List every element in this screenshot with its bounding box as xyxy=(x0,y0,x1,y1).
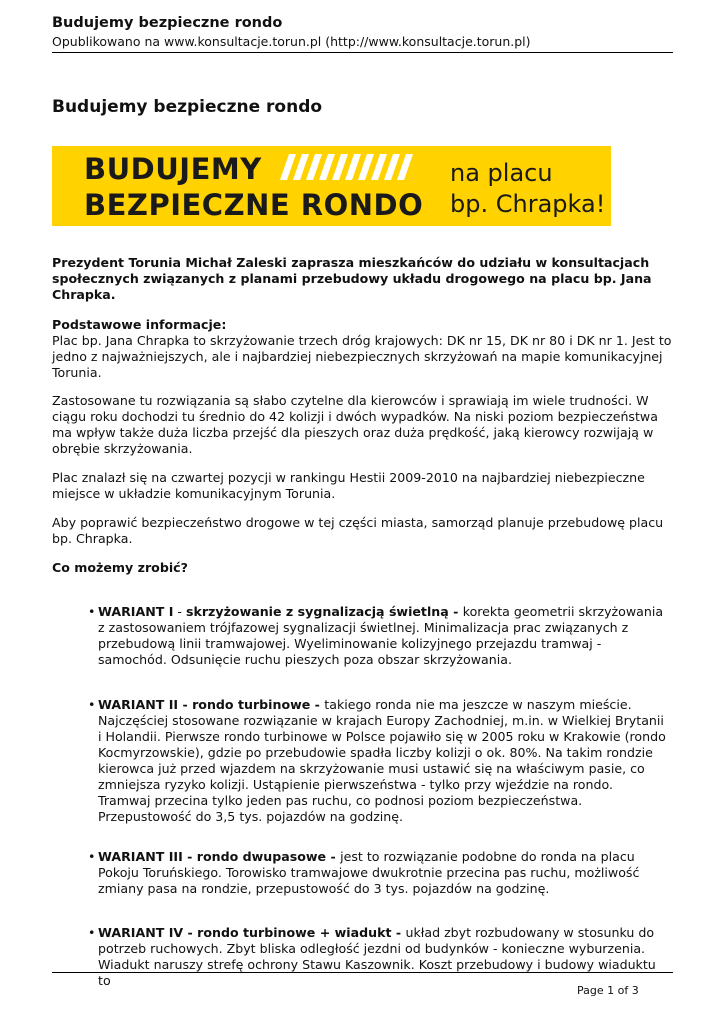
banner-right-2: bp. Chrapka! xyxy=(450,190,606,218)
variant-text: układ zbyt rozbudowany w stosunku do potrzeb ruchowych. Zbyt bliska odległość jezdni od budynków - konieczne wyburzenia. Wiadukt naruszy strefę ochrony Stawu Kaszownik. Koszt przebudowy i budowy wiaduktu to xyxy=(98,925,656,988)
paragraph-2: Zastosowane tu rozwiązania są słabo czytelne dla kierowców i sprawiają im wiele trudności. W ciągu roku dochodzi tu średnio do 42 kolizji i dwóch wypadków. Na niski poziom bezpieczeństwa ma wpływ także duża liczba przejść dla pieszych oraz duża prędkość, jaką kierowcy rozwijają w obrębie skrzyżowania. xyxy=(52,393,658,456)
page-title: Budujemy bezpieczne rondo xyxy=(52,97,323,117)
list-item xyxy=(88,849,668,897)
bullet-icon: • xyxy=(88,849,96,864)
section-heading: Co możemy zrobić? xyxy=(52,560,188,575)
variant-text: korekta geometrii skrzyżowania z zastosowaniem trójfazowej sygnalizacji świetlnej. Minimalizacja prac związanych z przebudową linii tramwajowej. Wyeliminowanie kolizyjnego przejazdu tramwaj - samochód. Odsunięcie ruchu pieszych poza obszar skrzyżowania. xyxy=(98,604,664,667)
variant-label: WARIANT III - rondo dwupasowe - xyxy=(98,849,341,864)
basic-info-heading: Podstawowe informacje: xyxy=(52,317,227,332)
list-item xyxy=(88,697,668,825)
list-item xyxy=(88,604,668,668)
variant-label: WARIANT II - rondo turbinowe - xyxy=(98,697,325,712)
header-divider xyxy=(52,52,673,53)
header-published-line: Opublikowano na www.konsultacje.torun.pl (http://www.konsultacje.torun.pl) xyxy=(52,34,531,49)
variant-text: jest to rozwiązanie podobne do ronda na placu Pokoju Toruńskiego. Torowisko tramwajowe dwukrotnie przecina pas ruchu, możliwość zmiany pasa na rondzie, przepustowość do 3 tys. pojazdów na godzinę. xyxy=(98,849,640,896)
basic-info-text: Plac bp. Jana Chrapka to skrzyżowanie trzech dróg krajowych: DK nr 15, DK nr 80 i DK nr 1. Jest to jedno z najważniejszych, ale i najbardziej niebezpiecznych skrzyżowań na mapie komunikacyjnej Torunia. xyxy=(52,333,672,380)
variant-name: skrzyżowanie z sygnalizacją świetlną - xyxy=(185,604,463,619)
banner-line-1: BUDUJEMY xyxy=(84,152,262,186)
lead-paragraph: Prezydent Torunia Michał Zaleski zaprasza mieszkańców do udziału w konsultacjach społecznych związanych z planami przebudowy układu drogowego na placu bp. Jana Chrapka. xyxy=(52,255,652,302)
page-number: Page 1 of 3 xyxy=(577,984,639,997)
banner-line-2: BEZPIECZNE RONDO xyxy=(84,188,424,222)
basic-info xyxy=(52,317,674,381)
header-title: Budujemy bezpieczne rondo xyxy=(52,15,283,31)
variant-label: WARIANT I xyxy=(98,604,174,619)
bullet-icon: • xyxy=(88,697,96,712)
banner-right-1: na placu xyxy=(450,159,553,187)
paragraph-4: Aby poprawić bezpieczeństwo drogowe w tej części miasta, samorząd planuje przebudowę placu bp. Chrapka. xyxy=(52,515,664,546)
paragraph-3: Plac znalazł się na czwartej pozycji w rankingu Hestii 2009-2010 na najbardziej niebezpieczne miejsce w układzie komunikacyjnym Torunia. xyxy=(52,470,645,501)
variant-separator: - xyxy=(173,604,186,619)
banner-stripes-icon xyxy=(274,152,424,182)
variant-text: takiego ronda nie ma jeszcze w naszym mieście. Najczęściej stosowane rozwiązanie w krajach Europy Zachodniej, m.in. w Wielkiej Brytanii i Holandii. Pierwsze rondo turbinowe w Polsce pojawiło się w 2005 roku w Krakowie (rondo Kocmyrzowskie), gdzie po przebudowie spadła liczby kolizji o ok. 80%. Na takim rondzie kierowca już przed wjazdem na skrzyżowanie musi ustawić się na właściwym pasie, co zmniejsza ryzyko kolizji. Ustąpienie pierwszeństwa - tylko przy wjeździe na rondo. Tramwaj przecina tylko jeden pas ruchu, co podnosi poziom bezpieczeństwa. Przepustowość do 3,5 tys. pojazdów na godzinę. xyxy=(98,697,666,824)
banner-image xyxy=(52,146,611,226)
list-item xyxy=(88,925,668,989)
bullet-icon: • xyxy=(88,925,96,940)
footer-divider xyxy=(52,972,673,973)
variant-label: WARIANT IV - rondo turbinowe + wiadukt - xyxy=(98,925,406,940)
bullet-icon: • xyxy=(88,604,96,619)
